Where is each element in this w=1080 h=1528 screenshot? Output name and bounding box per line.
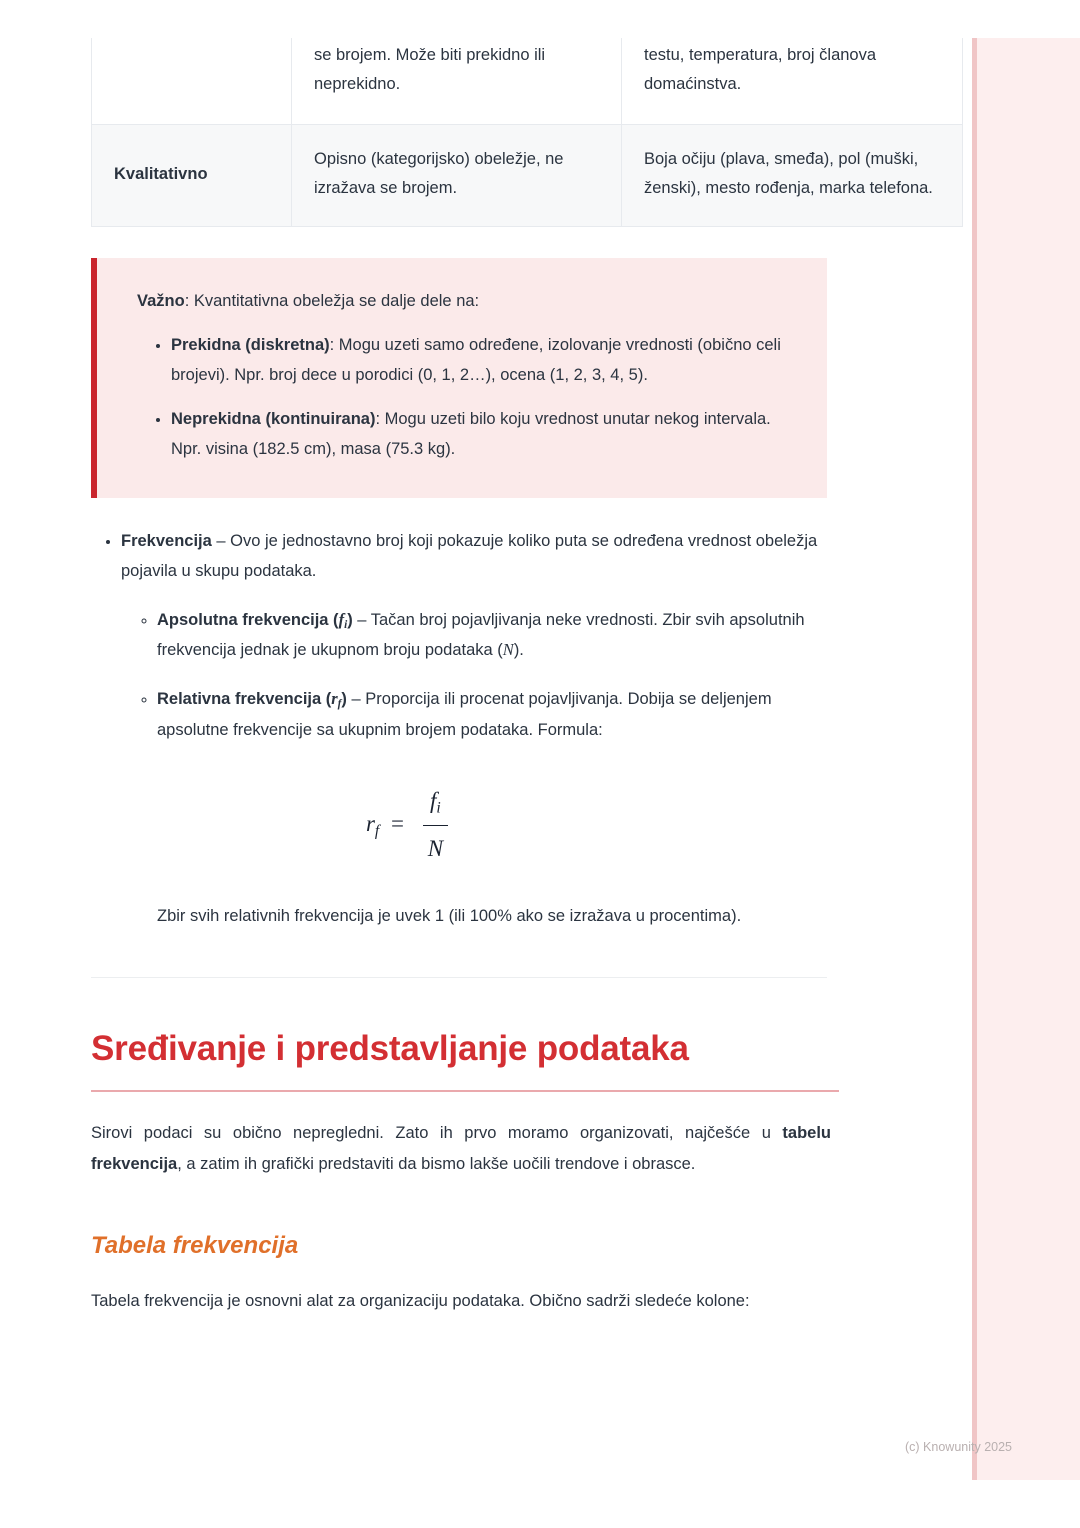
symbol-n: N: [502, 640, 514, 660]
table-cell-definition: Opisno (kategorijsko) obeležje, ne izražava se brojem.: [292, 125, 622, 227]
attribute-types-table: [91, 38, 963, 227]
formula-numerator-subscript: i: [436, 799, 441, 817]
subitem-bold-close: ): [341, 690, 347, 709]
formula-numerator: [423, 780, 448, 826]
relative-frequency-formula: [157, 781, 827, 871]
list-item: [157, 605, 827, 666]
important-callout: [91, 258, 827, 498]
table-cell-type: Kvalitativno: [92, 125, 292, 227]
table-row: [92, 38, 963, 125]
callout-list: [137, 330, 793, 464]
subitem-rest: – Tačan broj pojavljivanja neke vrednosti. Zbir svih apsolutnih frekvencija jednak je ukupnom broju podataka (: [157, 610, 805, 660]
section-divider: [91, 977, 827, 978]
callout-item-bold: Prekidna (diskretna): [171, 335, 330, 354]
list-item: [171, 404, 793, 464]
formula-note: Zbir svih relativnih frekvencija je uvek 1 (ili 100% ako se izražava u procentima).: [157, 906, 742, 925]
formula-fraction: [423, 780, 448, 870]
table-row: [92, 125, 963, 227]
symbol-f: f: [338, 609, 345, 629]
callout-item-bold: Neprekidna (kontinuirana): [171, 409, 376, 428]
table-cell-examples: Boja očiju (plava, smeđa), pol (muški, ženski), mesto rođenja, marka telefona.: [622, 125, 963, 227]
subitem-tail: ).: [513, 641, 524, 660]
formula-lhs-subscript: f: [374, 822, 380, 840]
page-side-strip: [972, 38, 1080, 1480]
frequency-list: [91, 526, 827, 931]
table-cell-type: [92, 38, 292, 125]
frequency-main-bold: Frekvencija: [121, 531, 212, 550]
table-cell-definition: se brojem. Može biti prekidno ili neprekidno.: [292, 38, 622, 125]
symbol-f-subscript: i: [344, 618, 348, 631]
list-item: [171, 330, 793, 390]
table-cell-examples: testu, temperatura, broj članova domaćinstva.: [622, 38, 963, 125]
list-item: [157, 684, 827, 930]
frequency-sublist: [121, 605, 827, 931]
section-paragraph: [91, 1118, 831, 1179]
formula-equals: =: [390, 811, 404, 837]
list-item: [121, 526, 827, 931]
callout-lead-rest: : Kvantitativna obeležja se dalje dele na:: [184, 291, 480, 310]
formula-lhs: [365, 811, 380, 840]
section-heading-rule: [91, 1090, 839, 1093]
section-paragraph-bold: tabelu frekvencija: [91, 1124, 831, 1173]
section-paragraph-post: , a zatim ih grafički predstaviti da bismo lakše uočili trendove i obrasce.: [177, 1154, 696, 1173]
subitem-bold-close: ): [347, 610, 353, 629]
subitem-rest: – Proporcija ili procenat pojavljivanja. Dobija se deljenjem apsolutne frekvencije sa ukupnim brojem podataka. Formula:: [157, 690, 772, 739]
subitem-bold: Apsolutna frekvencija (: [157, 610, 339, 629]
formula-denominator: N: [427, 835, 444, 861]
callout-lead-bold: Važno: [137, 291, 185, 310]
copyright-watermark: (c) Knowunity 2025: [905, 1440, 1013, 1454]
callout-item-rest: : Mogu uzeti bilo koju vrednost unutar nekog intervala. Npr. visina (182.5 cm), masa (75.3 kg).: [171, 409, 771, 458]
section-paragraph-pre: Sirovi podaci su obično nepregledni. Zato ih prvo moramo organizovati, najčešće u: [91, 1124, 783, 1143]
symbol-r: r: [331, 689, 338, 709]
frequency-main-rest: – Ovo je jednostavno broj koji pokazuje koliko puta se određena vrednost obeležja pojavila u skupu podataka.: [121, 531, 818, 580]
formula-numerator-symbol: f: [430, 787, 437, 813]
symbol-r-subscript: f: [337, 698, 342, 711]
subsection-paragraph: Tabela frekvencija je osnovni alat za organizaciju podataka. Obično sadrži sledeće kolone:: [91, 1292, 750, 1311]
subitem-bold: Relativna frekvencija (: [157, 690, 332, 709]
page-side-strip-edge: [972, 38, 977, 1480]
page-title: Sređivanje i predstavljanje podataka: [91, 1028, 689, 1068]
callout-item-rest: : Mogu uzeti samo određene, izolovanje vrednosti (obično celi brojevi). Npr. broj dece u porodici (0, 1, 2…), ocena (1, 2, 3, 4, 5).: [171, 335, 781, 384]
callout-lead: [137, 286, 793, 316]
formula-lhs-symbol: r: [365, 811, 375, 837]
subsection-title: Tabela frekvencija: [91, 1231, 299, 1259]
